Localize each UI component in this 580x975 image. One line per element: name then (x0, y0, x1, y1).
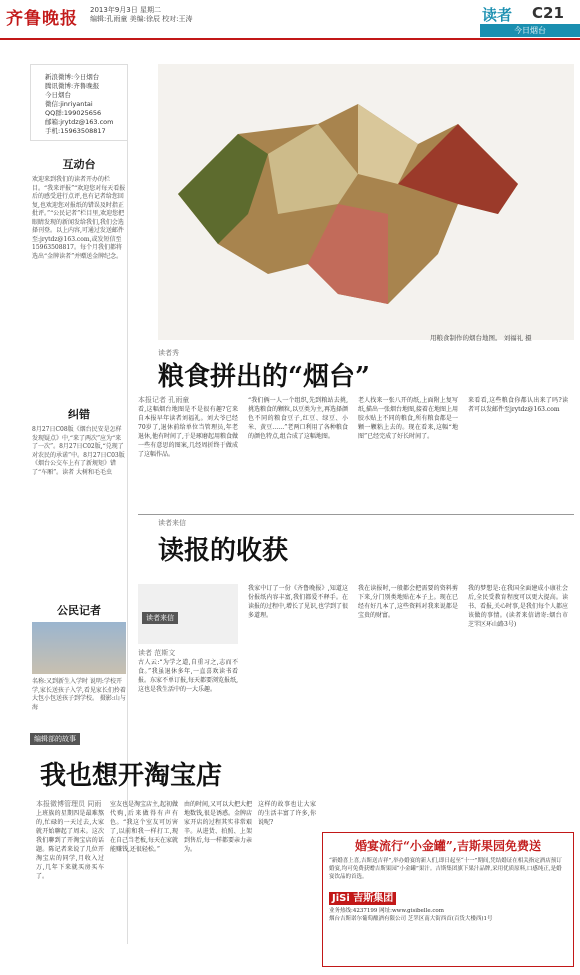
letter-illustration (138, 584, 238, 644)
article3-col3: 由的时间,又可以大把大把地数钱,很是诱惑。金牌店家开店的过程其实非常艰辛。从进货、拍照、上架到售后,每一样都要亲力亲为。 (184, 801, 252, 853)
ad-footer (323, 884, 573, 925)
grain-map-photo (158, 64, 574, 340)
section-name: 读者 (482, 6, 513, 24)
correction-title: 纠错 (68, 408, 90, 421)
photo-caption: 用粮食制作的烟台地图。 刘福礼 摄 (430, 334, 532, 342)
article1-byline: 本报记者 孔雨童 (138, 396, 190, 404)
article2-kicker: 读者来信 (158, 519, 186, 527)
interact-title: 互动台 (62, 158, 96, 171)
article3-kicker: 编辑部的故事 (30, 733, 80, 745)
article1-kicker: 读者秀 (158, 349, 179, 357)
grain-map-illustration (158, 64, 574, 340)
correction-section (32, 406, 126, 477)
article2-headline: 读报的收获 (158, 536, 289, 566)
article2-col2: 我家中订了一份《齐鲁晚报》,知道这份报纸内容丰富,我们都爱不释手。在读报的过程中,增长了见识,也学到了很多道理。 (248, 585, 348, 619)
article3-headline: 我也想开淘宝店 (40, 761, 223, 791)
ad-title: 婚宴流行“小金罐”,吉斯果园免费送 (355, 839, 541, 853)
article1-col2: “我们俩一人一个组织,先到粮站去挑,挑选粮食的颗粒,以豆类为主,再选择颜色不同的粮食豆子,红豆、绿豆、小米、黄豆……”老两口利用了各种粮食的颜色特点,组合成了这幅地图。 (248, 397, 348, 440)
issue-info (90, 6, 193, 24)
article3-col1: 上班族的星期四是最难熬的,忙碌的一天过去,大家就开始聊起了周末。这次我们聊到了开淘宝店的话题。陈记者来说了几位开淘宝店的同学,月收入过万,几年下来就买房买车了。 (36, 810, 104, 880)
article3-col1-wrap (36, 800, 104, 881)
article3-byline: 本报微博管理员 同雨 (36, 800, 102, 808)
article1-headline: 粮食拼出的“烟台” (158, 362, 370, 392)
article2-col3: 我在读报时,一般都会把需要的资料剪下来,分门别类地贴在本子上。现在已经有好几本了,这些资料对我来说都是宝贵的财富。 (358, 585, 458, 619)
contact-line: 邮箱:jrytdz@163.com (45, 118, 114, 126)
article1-text: 看,这幅烟台地图是不是很有趣?它来自本报早年读者刘福礼。刘大爷已经70岁了,退休前给单位当管理员,年老退休,他有时间了,于是琢磨起用粮食做一些有意思的图案,几经周折终于做成了这幅作品。 (138, 406, 238, 458)
article2-sub-kicker: 读者来信 (142, 612, 178, 624)
issue-date: 2013年9月3日 星期二 (90, 6, 161, 14)
interact-text: 欢迎来到我们的读者开办的栏目。“我来评报”“欢迎您对每天看报后的感受进行点评,也有记者给您回复,也欢迎您对报纸的错误及时指正批评。”“公民记者”栏目里,欢迎您把眼睛发现的新闻发给我们,我们会选择刊登。以上内容,可通过发送邮件至:jrytdz@163.com,或发短信至15963508817。每个月我们都将选出“金牌读者”并赠送金牌纪念。 (32, 176, 126, 260)
article1-col3: 老人找来一张八开的纸,上面附上复写纸,描出一张烟台地图,接着在地图上用胶水贴上不同的粮食,所有粮食都是一颗一颗粘上去的。现在看来,这幅“地图”已经完成了好长时间了。 (358, 397, 458, 440)
citizen-photo (32, 622, 126, 674)
contact-box (30, 64, 128, 141)
ad-address: 烟台吉斯诺尔葡萄酿酒有限公司 芝罘区南大街西首(百货大楼西)1号 (329, 916, 493, 922)
divider (138, 514, 574, 515)
citizen-section (32, 602, 126, 712)
contact-line: 腾讯微博:齐鲁晚报 (45, 82, 100, 90)
advertisement[interactable] (322, 832, 574, 967)
article2-byline: 读者 范斯文 (138, 649, 176, 657)
article2-col1: 古人云:“为学之道,自重习之,志而不食。”我虽退休多年,一直喜欢读书看报。东家不单订报,每天都要浏览报纸,这也是我生活中的一大乐趣。 (138, 659, 238, 693)
ad-body: “新婚喜上喜,吉斯送吉祥”,举办婚宴的新人们,即日起至“十一”期间,凭结婚证在相关指定酒店预订婚宴,均可免费获赠吉斯果园“小金罐”果汁。吉斯集团旗下果汁品牌,采用优质原料,口感纯正,是婚宴饮品的首选。 (329, 858, 562, 880)
contact-line: 手机:15963508817 (45, 127, 106, 135)
article1-col4: 来看看,这些粮食你都认出来了吗?读者可以发邮件至jrytdz@163.com (468, 397, 568, 413)
sub-section-bar: 今日烟台 (480, 24, 580, 37)
interact-section (32, 156, 126, 261)
page-number: C21 (532, 4, 564, 22)
ad-phone: 业务热线:4237199 网址:www.gisibelle.com (329, 908, 444, 914)
article2-col1-wrap (138, 584, 238, 694)
citizen-caption: 名称:又到新生入学时 说明:学校开学,家长送孩子入学,看见家长们拎着大包小包送孩子到学校。 摄影:山与海 (32, 678, 126, 711)
contact-line: 新浪微博:今日烟台 (45, 73, 100, 81)
masthead (0, 0, 580, 40)
company-logo: JiSi 吉斯集团 (329, 892, 396, 905)
citizen-title: 公民记者 (57, 604, 101, 617)
issue-editors: 编辑:孔雨童 美编:徐辰 校对:王涛 (90, 15, 193, 23)
article3-col4: 这样的故事也让大家的生活丰富了许多,你说呢? (258, 801, 316, 826)
article2-col4: 我的梦想是:在我国全面建成小康社会后,全民受教育程度可以更大提高。读书、看报,关心时事,是我们每个人都应该做的事情。(读者来信请寄:烟台市芝罘区环山路3号) (468, 585, 568, 628)
contact-line: 微信:jinriyantai (45, 100, 93, 108)
contact-line: 今日烟台 (45, 91, 71, 99)
article3-col2: 室友也是淘宝店主,起初做代购,后来做得有声有色。“我这个室友可厉害了,以前和我一样打工,现在自己当老板,每天在家就能赚钱,还很轻松。” (110, 801, 178, 853)
correction-text: 8月27日C08版《烟台民安是怎样发现疑点》中,“来了两次”应为“来了一次”。8月27日C02版,“兑现了对农民的承诺”中。8月27日C03版《烟台公交车上有了新规矩》错了“车厢”。读者 大树和毛毛虫 (32, 426, 125, 476)
newspaper-logo: 齐鲁晚报 (6, 9, 78, 29)
article1-col1 (138, 396, 238, 459)
contact-line: QQ群:199025656 (45, 109, 102, 117)
